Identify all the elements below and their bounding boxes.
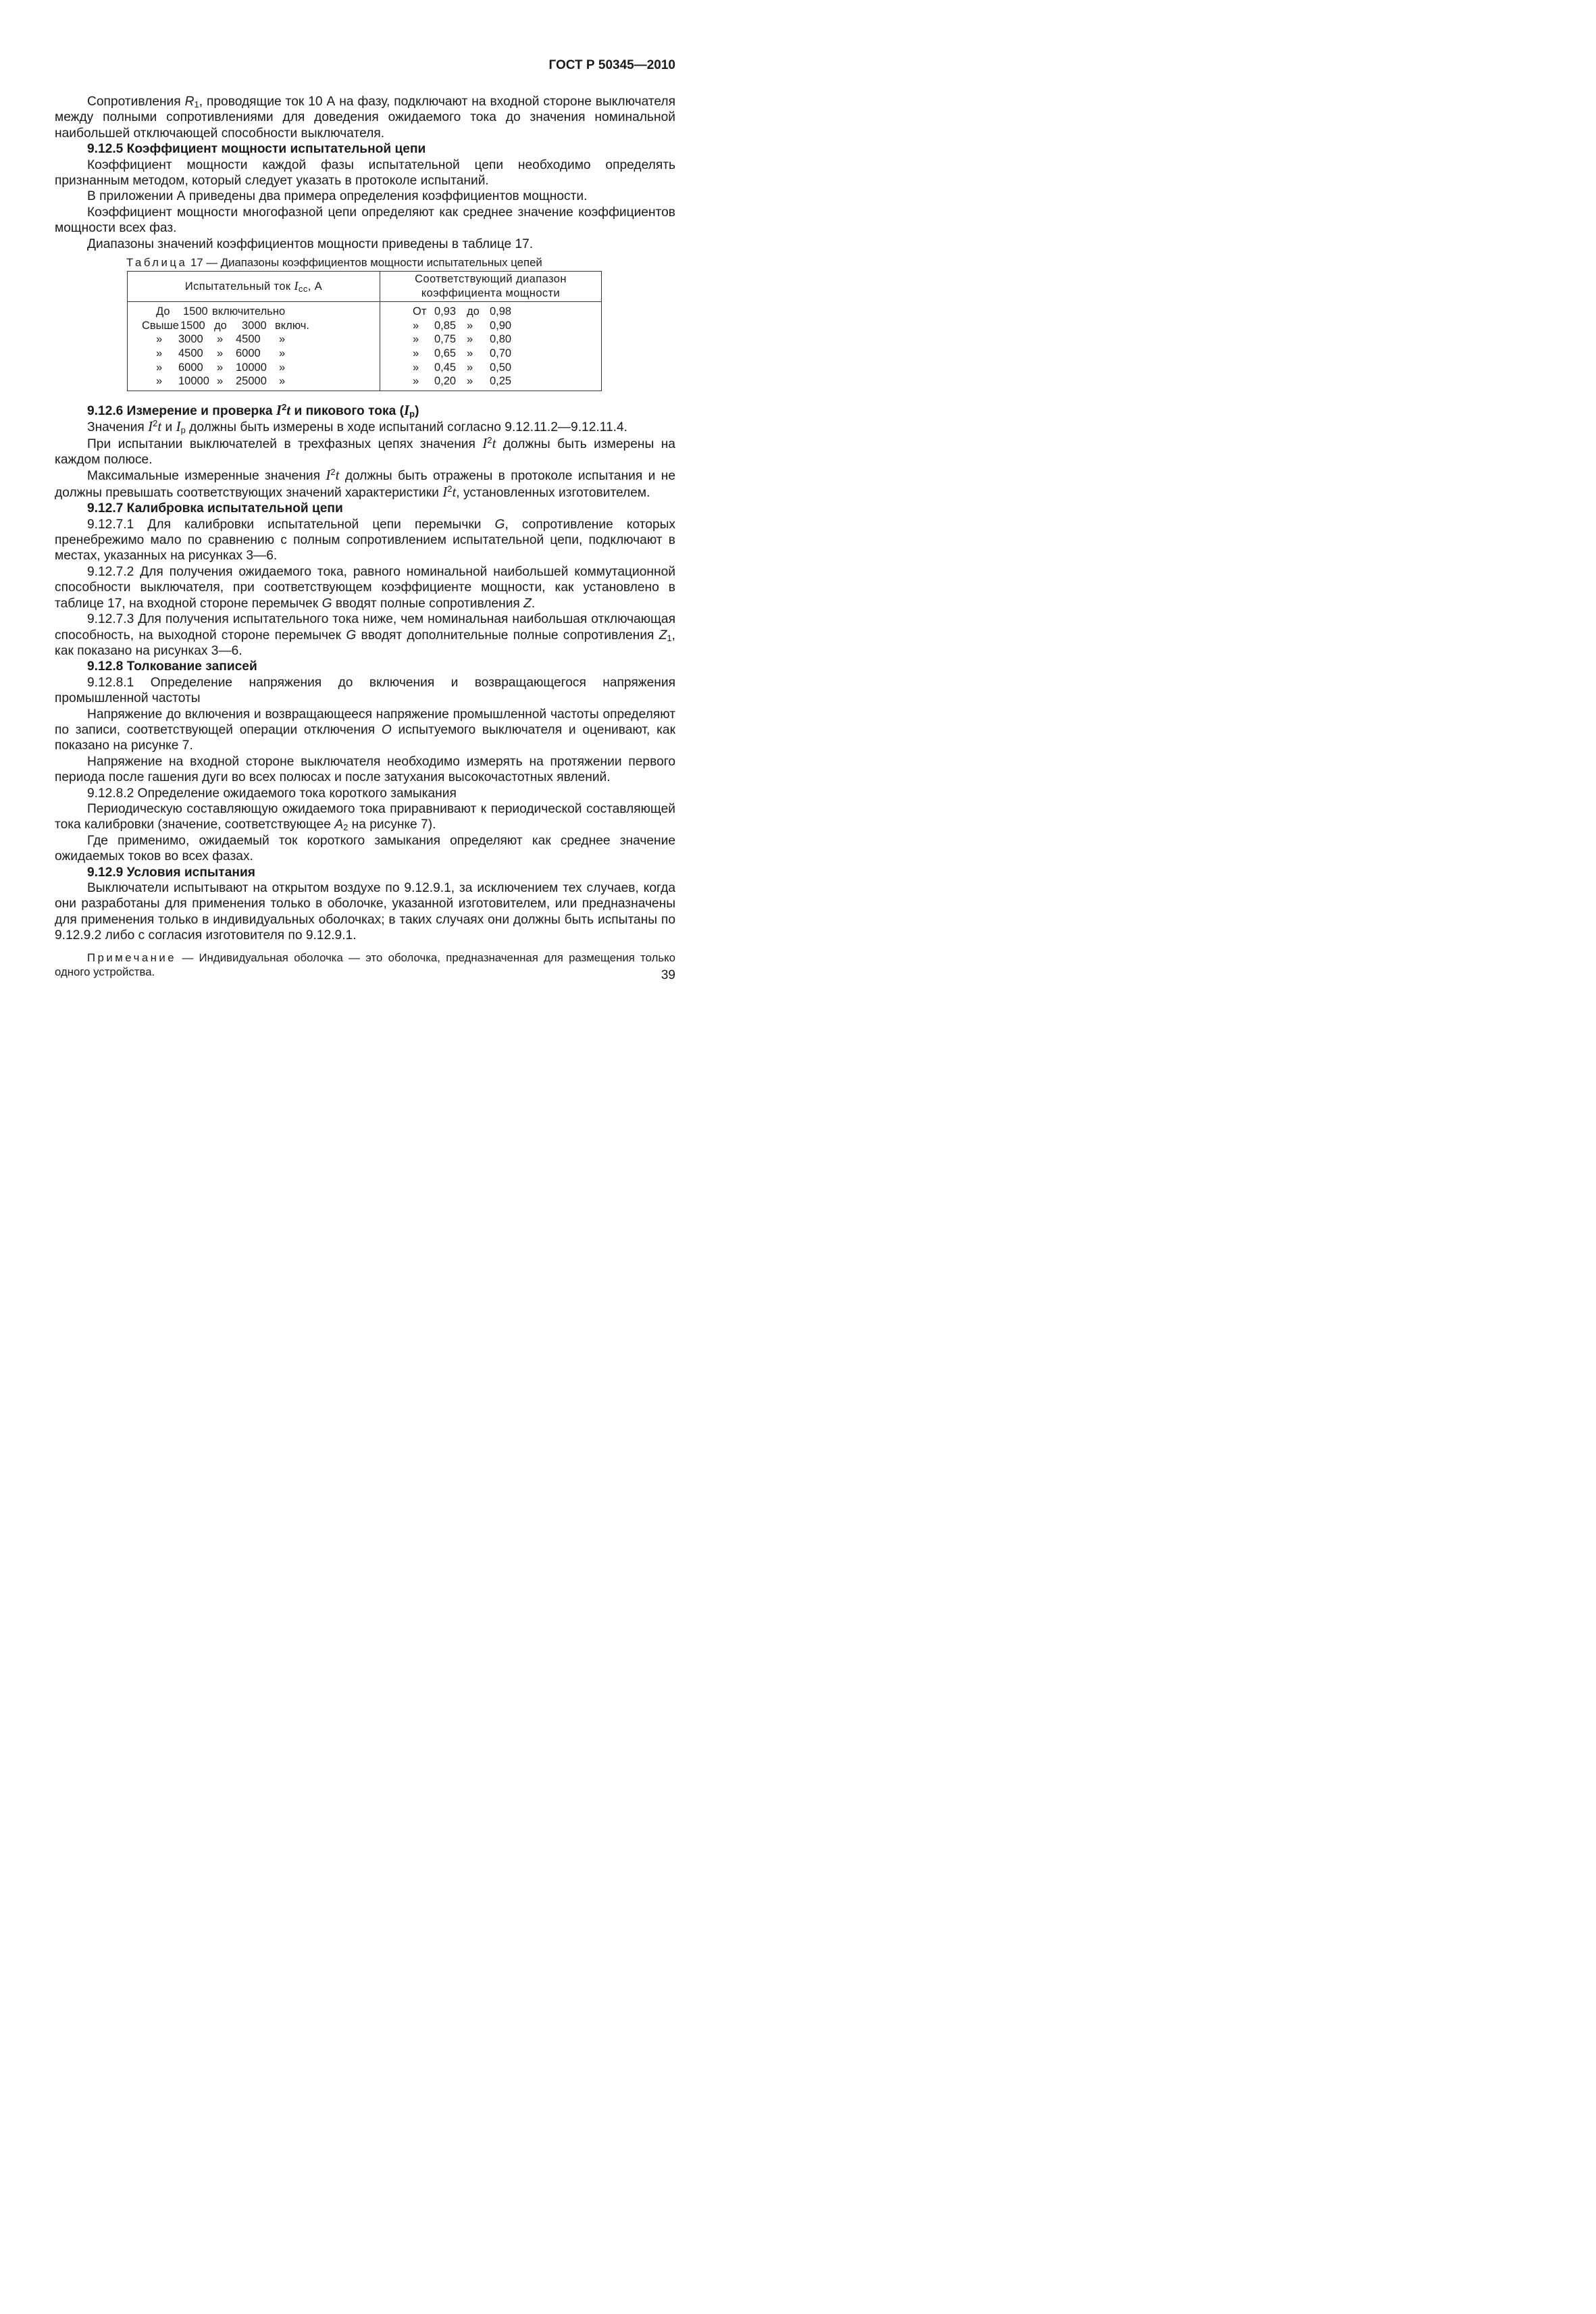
table-cell: » xyxy=(413,361,419,374)
table-cell: 4500 xyxy=(236,333,261,346)
table-cell: до xyxy=(214,319,227,332)
table-cell: » xyxy=(467,361,473,374)
table-cell: » xyxy=(413,347,419,360)
table-cell: 0,45 xyxy=(434,361,457,374)
table-cell: » xyxy=(467,319,473,332)
table-cell: 3000 xyxy=(242,319,267,332)
table-cell: » xyxy=(217,361,224,374)
table-cell: 10000 xyxy=(178,375,209,388)
paragraph: В приложении А приведены два примера определения коэффициентов мощности. xyxy=(87,189,588,204)
table-cell: 0,75 xyxy=(434,333,457,346)
table-cell: 1500 xyxy=(180,319,205,332)
table-cell: 0,80 xyxy=(490,333,512,346)
table-cell: » xyxy=(217,333,224,346)
table-cell: 25000 xyxy=(236,375,267,388)
table-cell: » xyxy=(156,361,163,374)
table-cell: » xyxy=(413,375,419,388)
paragraph: Периодическую составляющую ожидаемого тока приравнивают к периодической составляющей тока калибровки (значение, соответствующее $A_2$ на рисунке 7). xyxy=(55,801,675,833)
table-cell: » xyxy=(279,375,286,388)
paragraph: Напряжение на входной стороне выключателя необходимо измерять на протяжении первого периода после гашения дуги во всех полюсах и после затухания высокочастотных явлений. xyxy=(55,754,675,785)
table-cell: Свыше xyxy=(142,319,179,332)
table-cell: » xyxy=(156,375,163,388)
page-number: 39 xyxy=(661,968,675,982)
table-cell: » xyxy=(279,361,286,374)
paragraph: 9.12.8.2 Определение ожидаемого тока короткого замыкания xyxy=(87,786,457,801)
table-cell: 3000 xyxy=(178,333,203,346)
table-cell: включ. xyxy=(275,319,309,332)
table-cell: » xyxy=(217,347,224,360)
heading-9-12-5: 9.12.5 Коэффициент мощности испытательной цепи xyxy=(87,142,426,157)
note: Примечание — Индивидуальная оболочка — это оболочка, предназначенная для размещения только одного устройства. xyxy=(55,951,675,978)
table-cell: 0,98 xyxy=(490,305,512,318)
body-text xyxy=(55,94,675,979)
table-row xyxy=(380,332,601,347)
table-cell: 0,65 xyxy=(434,347,457,360)
table-row xyxy=(380,361,601,375)
table-cell: 0,25 xyxy=(490,375,512,388)
table-column-power-factor xyxy=(380,302,602,391)
table-header-power-factor: Соответствующий диапазон коэффициента мощности xyxy=(380,272,602,302)
table-cell: » xyxy=(279,333,286,346)
table-cell: 0,90 xyxy=(490,319,512,332)
table-row xyxy=(380,374,601,388)
paragraph: Коэффициент мощности каждой фазы испытательной цепи необходимо определять признанным методом, который следует указать в протоколе испытаний. xyxy=(55,157,675,188)
table-row xyxy=(128,361,380,375)
paragraph: Напряжение до включения и возвращающееся напряжение промышленной частоты определяют по записи, соответствующей операции отключения O испытуемого выключателя и оценивают, как показано на рисунке 7. xyxy=(55,707,675,753)
table-cell: 6000 xyxy=(178,361,203,374)
table-cell: 0,50 xyxy=(490,361,512,374)
table-cell: 10000 xyxy=(236,361,267,374)
table-caption: Таблица 17 — Диапазоны коэффициентов мощности испытательных цепей xyxy=(126,256,542,270)
table-row xyxy=(128,347,380,361)
table-column-current xyxy=(128,302,380,391)
document-page xyxy=(0,0,729,1059)
table-cell: » xyxy=(279,347,286,360)
heading-9-12-9: 9.12.9 Условия испытания xyxy=(87,865,255,880)
paragraph: Максимальные измеренные значения $I^2t$ должны быть отражены в протоколе испытания и не должны превышать соответствующих значений характеристики $I^2t$, установленных изготовителем. xyxy=(55,467,675,500)
paragraph: Диапазоны значений коэффициентов мощности приведены в таблице 17. xyxy=(87,236,534,251)
document-code: ГОСТ Р 50345—2010 xyxy=(548,58,675,72)
table-cell: 1500 xyxy=(183,305,208,318)
heading-9-12-8: 9.12.8 Толкование записей xyxy=(87,659,257,674)
table-cell: 6000 xyxy=(236,347,261,360)
paragraph: 9.12.7.3 Для получения испытательного тока ниже, чем номинальная наибольшая отключающая способность, на выходной стороне перемычек G вводят дополнительные полные сопротивления $Z_1$, как показано на рисунках 3—6. xyxy=(55,612,675,658)
table-cell: » xyxy=(156,333,163,346)
table-cell: » xyxy=(413,333,419,346)
table-cell: » xyxy=(467,375,473,388)
paragraph: Выключатели испытывают на открытом воздухе по 9.12.9.1, за исключением тех случаев, когда они разработаны для применения только в оболочке, указанной изготовителем, или предназначены для применения только в индивидуальных оболочках; в таких случаях они должны быть испытаны по 9.12.9.2 либо с согласия изготовителя по 9.12.9.1. xyxy=(55,881,675,943)
table-row xyxy=(380,347,601,361)
table-cell: » xyxy=(217,375,224,388)
table-cell: До xyxy=(156,305,170,318)
table-cell: 0,93 xyxy=(434,305,457,318)
heading-9-12-7: 9.12.7 Калибровка испытательной цепи xyxy=(87,501,343,516)
table-cell: 0,70 xyxy=(490,347,512,360)
table-row xyxy=(380,319,601,333)
paragraph-resistors: Сопротивления $R_1$, проводящие ток 10 А на фазу, подключают на входной стороне выключателя между полными сопротивлениями для доведения ожидаемого тока до значения номинальной наибольшей отключающей способности выключателя. xyxy=(55,95,676,141)
table-cell: » xyxy=(156,347,163,360)
table-cell: включительно xyxy=(212,305,286,318)
table-cell: до xyxy=(467,305,480,318)
table-cell: » xyxy=(467,333,473,346)
table-cell: 0,85 xyxy=(434,319,457,332)
paragraph: Значения $I^2t$ и $I_p$ должны быть измерены в ходе испытаний согласно 9.12.11.2—9.12.11.4. xyxy=(87,418,627,436)
paragraph: 9.12.8.1 Определение напряжения до включения и возвращающегося напряжения промышленной частоты xyxy=(55,675,675,706)
table-header-current: Испытательный ток $I_{cc}$, А xyxy=(128,272,380,302)
paragraph: Где применимо, ожидаемый ток короткого замыкания определяют как среднее значение ожидаемых токов во всех фазах. xyxy=(55,833,675,864)
paragraph: 9.12.7.2 Для получения ожидаемого тока, равного номинальной наибольшей коммутационной способности выключателя, при соответствующем коэффициенте мощности, как установлено в таблице 17, на входной стороне перемычек G вводят полные сопротивления Z. xyxy=(55,564,675,611)
table-row xyxy=(128,374,380,388)
table-cell: 0,20 xyxy=(434,375,457,388)
table-row xyxy=(128,319,380,333)
table-row xyxy=(380,305,601,319)
paragraph: Коэффициент мощности многофазной цепи определяют как среднее значение коэффициентов мощности всех фаз. xyxy=(55,205,675,236)
power-factor-table xyxy=(127,271,602,391)
table-cell: » xyxy=(467,347,473,360)
heading-9-12-6: 9.12.6 Измерение и проверка $I^2t$ и пикового тока $(I_p)$ xyxy=(87,401,419,419)
paragraph: При испытании выключателей в трехфазных цепях значения $I^2t$ должны быть измерены на каждом полюсе. xyxy=(55,434,675,468)
table-row xyxy=(128,305,380,319)
table-cell: От xyxy=(413,305,427,318)
table-cell: » xyxy=(413,319,419,332)
table-cell: 4500 xyxy=(178,347,203,360)
table-row xyxy=(128,332,380,347)
paragraph: 9.12.7.1 Для калибровки испытательной цепи перемычки G, сопротивление которых пренебрежимо мало по сравнению с полным сопротивлением испытательной цепи, подключают в местах, указанных на рисунках 3—6. xyxy=(55,517,675,563)
